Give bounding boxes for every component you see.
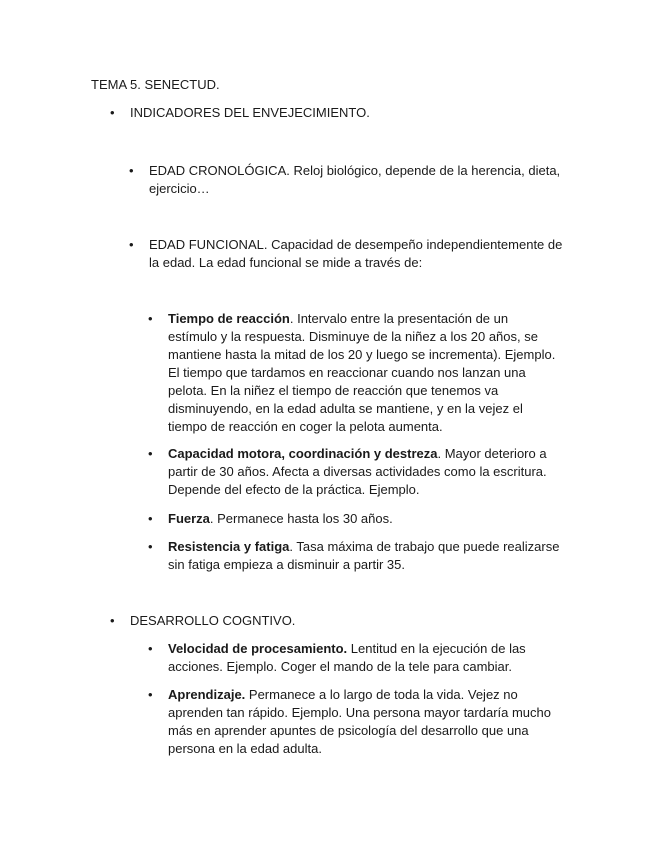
list-item-capacidad-motora bbox=[168, 445, 560, 499]
bullet: • bbox=[129, 163, 134, 178]
bullet: • bbox=[110, 613, 115, 628]
description: . Intervalo entre la presentación de un estímulo y la respuesta. Disminuye de la niñez a los 20 años, se mantiene hasta la mitad de los 20 y luego se incrementa). Ejemplo. El tiempo que tardamos en reaccionar cuando nos lanzan una pelota. En la niñez el tiempo de reacción que tenemos va disminuyendo, en la edad adulta se mantiene, y en la vejez el tiempo de reacción en coger la pelota aumenta. bbox=[168, 311, 556, 434]
description: . Permanece hasta los 30 años. bbox=[209, 511, 393, 526]
bullet: • bbox=[110, 105, 115, 120]
section-heading-desarrollo: DESARROLLO COGNTIVO. bbox=[130, 613, 296, 628]
bullet: • bbox=[148, 511, 153, 526]
term: Aprendizaje. bbox=[168, 687, 246, 702]
section-heading-indicadores: INDICADORES DEL ENVEJECIMIENTO. bbox=[130, 105, 370, 120]
term: Tiempo de reacción bbox=[168, 311, 290, 326]
description: Permanece a lo largo de toda la vida. Vejez no aprenden tan rápido. Ejemplo. Una persona mayor tardaría mucho más en aprender apuntes de psicología del desarrollo que una persona en la edad adulta. bbox=[168, 687, 551, 756]
bullet: • bbox=[148, 687, 153, 702]
description: . Tasa máxima de trabajo que puede realizarse sin fatiga empieza a disminuir a partir 35. bbox=[168, 539, 560, 572]
term: Velocidad de procesamiento. bbox=[168, 641, 348, 656]
list-item-aprendizaje bbox=[168, 686, 560, 758]
term: Capacidad motora, coordinación y destreza bbox=[168, 446, 438, 461]
bullet: • bbox=[129, 237, 134, 252]
list-item-edad-cronologica: EDAD CRONOLÓGICA. Reloj biológico, depende de la herencia, dieta, ejercicio… bbox=[149, 163, 561, 196]
list-item-edad-funcional: EDAD FUNCIONAL. Capacidad de desempeño independientemente de la edad. La edad funcional se mide a través de: bbox=[149, 237, 563, 270]
list-item-fuerza bbox=[168, 510, 560, 528]
term: Fuerza bbox=[168, 511, 210, 526]
description: Lentitud en la ejecución de las acciones. Ejemplo. Coger el mando de la tele para cambiar. bbox=[168, 641, 526, 674]
document-title: TEMA 5. SENECTUD. bbox=[91, 77, 220, 92]
term: Resistencia y fatiga bbox=[168, 539, 290, 554]
list-item-tiempo-reaccion bbox=[168, 310, 560, 436]
bullet: • bbox=[148, 311, 153, 326]
list-item-resistencia bbox=[168, 538, 560, 574]
bullet: • bbox=[148, 539, 153, 554]
bullet: • bbox=[148, 446, 153, 461]
bullet: • bbox=[148, 641, 153, 656]
description: . Mayor deterioro a partir de 30 años. Afecta a diversas actividades como la escritura. Depende del efecto de la práctica. Ejemplo. bbox=[168, 446, 547, 497]
list-item-velocidad bbox=[168, 640, 560, 676]
